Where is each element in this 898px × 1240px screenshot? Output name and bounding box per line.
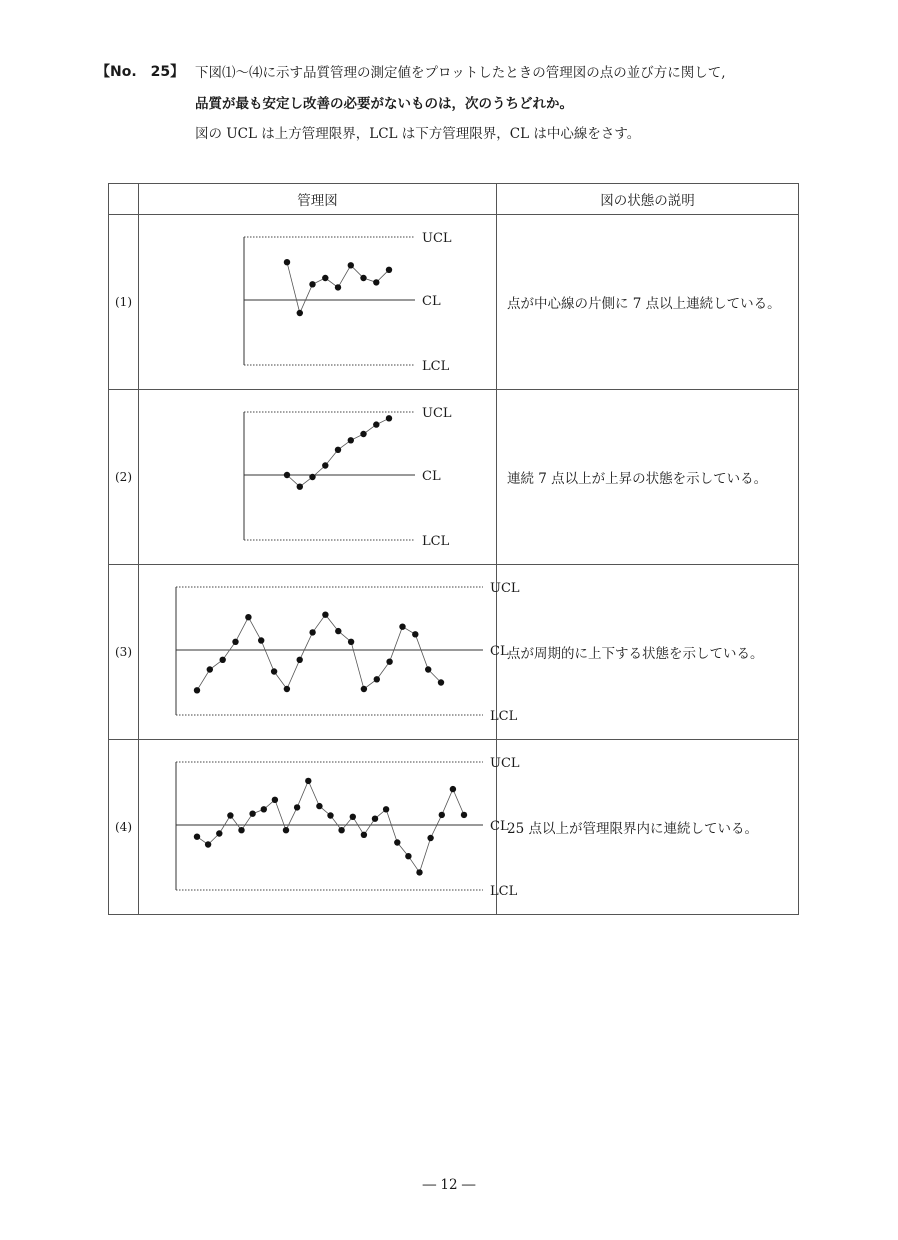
data-point	[316, 803, 322, 809]
question-text-line1: 下図⑴～⑷に示す品質管理の測定値をプロットしたときの管理図の点の並び方に関して,	[195, 65, 726, 81]
data-point	[350, 814, 356, 820]
data-point	[305, 778, 311, 784]
data-point	[335, 628, 341, 634]
data-point	[335, 284, 341, 290]
chart-cell	[139, 215, 497, 390]
header-description: 図の状態の説明	[497, 184, 799, 215]
row-description: 連続 7 点以上が上昇の状態を示している。	[497, 390, 799, 565]
question-text-line3: 図の UCL は上方管理限界，LCL は下方管理限界，CL は中心線をさす。	[195, 126, 641, 142]
data-point	[284, 259, 290, 265]
table-row	[109, 215, 799, 390]
data-point	[227, 812, 233, 818]
data-point	[283, 827, 289, 833]
data-point	[216, 830, 222, 836]
data-point	[425, 666, 431, 672]
page-number: ― 12 ―	[422, 1177, 476, 1193]
data-point	[327, 812, 333, 818]
data-point	[386, 415, 392, 421]
data-point	[374, 676, 380, 682]
chart-cell	[139, 390, 497, 565]
data-point	[272, 797, 278, 803]
ucl-label: UCL	[490, 756, 520, 771]
data-point	[194, 834, 200, 840]
control-chart	[139, 215, 496, 385]
data-point	[309, 281, 315, 287]
data-point	[399, 624, 405, 630]
data-point	[372, 816, 378, 822]
data-point	[249, 811, 255, 817]
data-point	[439, 812, 445, 818]
table-row	[109, 565, 799, 740]
data-point	[258, 637, 264, 643]
data-point	[427, 835, 433, 841]
control-chart-table	[108, 183, 799, 915]
data-point	[220, 657, 226, 663]
data-point	[309, 629, 315, 635]
data-point	[284, 472, 290, 478]
data-point	[361, 686, 367, 692]
control-chart	[139, 390, 496, 560]
ucl-label: UCL	[490, 581, 520, 596]
data-point	[335, 447, 341, 453]
ucl-label: UCL	[422, 406, 452, 421]
cl-label: CL	[422, 294, 441, 309]
data-point	[245, 614, 251, 620]
data-point	[271, 668, 277, 674]
data-point	[205, 841, 211, 847]
table-row	[109, 740, 799, 915]
data-point	[261, 806, 267, 812]
row-label: (2)	[109, 390, 139, 565]
data-point	[373, 279, 379, 285]
lcl-label: LCL	[422, 534, 450, 549]
row-description: 25 点以上が管理限界内に連続している。	[497, 740, 799, 915]
data-point	[238, 827, 244, 833]
row-description: 点が中心線の片側に 7 点以上連続している。	[497, 215, 799, 390]
data-point	[348, 437, 354, 443]
chart-cell	[139, 740, 520, 915]
question-text-line2: 品質が最も安定し改善の必要がないものは，次のうちどれか。	[195, 96, 573, 112]
data-point	[386, 267, 392, 273]
data-point	[373, 421, 379, 427]
data-point	[405, 853, 411, 859]
lcl-label: LCL	[490, 884, 518, 899]
data-point	[322, 275, 328, 281]
data-point	[386, 659, 392, 665]
data-point	[284, 686, 290, 692]
data-point	[348, 262, 354, 268]
data-point	[461, 812, 467, 818]
cl-label: CL	[422, 469, 441, 484]
row-description: 点が周期的に上下する状態を示している。	[497, 565, 799, 740]
header-chart: 管理図	[139, 184, 497, 215]
data-point	[232, 639, 238, 645]
data-point	[438, 679, 444, 685]
data-point	[194, 687, 200, 693]
control-chart	[139, 740, 520, 910]
data-point	[412, 631, 418, 637]
data-point	[348, 639, 354, 645]
data-point	[416, 869, 422, 875]
lcl-label: LCL	[422, 359, 450, 374]
data-point	[338, 827, 344, 833]
ucl-label: UCL	[422, 231, 452, 246]
series-line	[197, 781, 464, 873]
lcl-label: LCL	[490, 709, 518, 724]
data-point	[322, 462, 328, 468]
row-label: (4)	[109, 740, 139, 915]
cl-label: CL	[490, 644, 509, 659]
chart-cell	[139, 565, 520, 740]
table-row	[109, 390, 799, 565]
data-point	[383, 806, 389, 812]
question-number: 【No. 25】	[96, 64, 185, 80]
data-point	[450, 786, 456, 792]
data-point	[297, 484, 303, 490]
data-point	[294, 804, 300, 810]
control-chart	[139, 565, 520, 735]
data-point	[297, 310, 303, 316]
header-blank	[109, 184, 139, 215]
data-point	[322, 612, 328, 618]
data-point	[360, 275, 366, 281]
data-point	[297, 657, 303, 663]
row-label: (1)	[109, 215, 139, 390]
data-point	[309, 474, 315, 480]
data-point	[360, 431, 366, 437]
data-point	[361, 832, 367, 838]
table-header-row	[109, 184, 799, 215]
row-label: (3)	[109, 565, 139, 740]
cl-label: CL	[490, 819, 509, 834]
data-point	[394, 839, 400, 845]
data-point	[207, 666, 213, 672]
